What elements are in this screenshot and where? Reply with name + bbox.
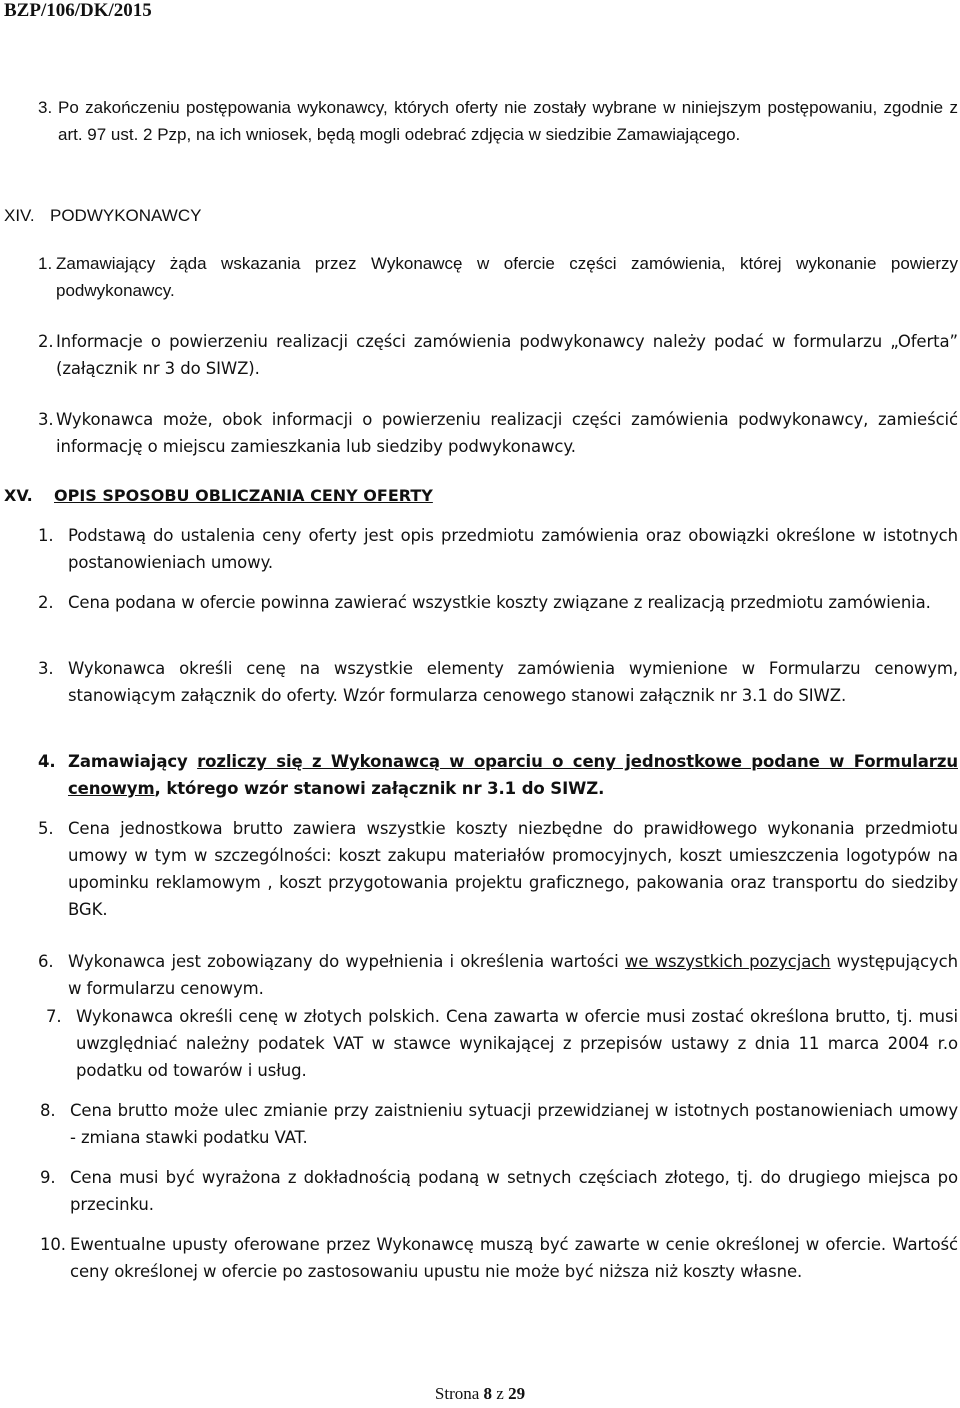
section-title: PODWYKONAWCY <box>50 206 202 225</box>
page-footer <box>0 1384 960 1404</box>
list-item <box>38 948 958 1002</box>
list-item <box>38 94 958 148</box>
list-item <box>38 406 958 460</box>
list-item <box>38 655 958 709</box>
page-total: 29 <box>508 1384 526 1403</box>
item-text: Wykonawca jest zobowiązany do wypełnienia i określenia wartości we wszystkich pozycjach występujących w formularzu cenowym. <box>68 952 958 998</box>
list-item <box>38 250 958 304</box>
item-text: Wykonawca określi cenę na wszystkie elementy zamówienia wymienione w Formularzu cenowym, stanowiącym załącznik do oferty. Wzór formularza cenowego stanowi załącznik nr 3.1 do SIWZ. <box>68 659 958 705</box>
item-text: Zamawiający żąda wskazania przez Wykonawcę w ofercie części zamówienia, której wykonanie powierzy podwykonawcy. <box>56 254 958 300</box>
document-id: BZP/106/DK/2015 <box>4 0 152 21</box>
item-number: 1. <box>38 526 54 545</box>
item-number: 8. <box>40 1101 56 1120</box>
section-number: XV. <box>4 486 33 505</box>
item-number: 3. <box>38 98 53 117</box>
list-item <box>38 328 958 382</box>
item-text: Ewentualne upusty oferowane przez Wykonawcę muszą być zawarte w cenie określonej w ofercie. Wartość ceny określonej w ofercie po zastosowaniu upustu nie może być niższa niż koszty własne. <box>70 1235 958 1281</box>
item-text: Cena brutto może ulec zmianie przy zaistnieniu sytuacji przewidzianej w istotnych postanowieniach umowy - zmiana stawki podatku VAT. <box>70 1101 958 1147</box>
item-text: Cena podana w ofercie powinna zawierać wszystkie koszty związane z realizacją przedmiotu zamówienia. <box>68 593 931 612</box>
item-number: 1. <box>38 254 53 273</box>
item-text: Cena jednostkowa brutto zawiera wszystkie koszty niezbędne do prawidłowego wykonania przedmiotu umowy w tym w szczególności: koszt zakupu materiałów promocyjnych, koszt umieszczenia logotypów na upominku reklamowym , koszt przygotowania projektu graficznego, pakowania oraz transportu do siedziby BGK. <box>68 819 958 919</box>
item-number: 3. <box>38 410 54 429</box>
item-text: Zamawiający rozliczy się z Wykonawcą w oparciu o ceny jednostkowe podane w Formularzu cenowym, którego wzór stanowi załącznik nr 3.1 do SIWZ. <box>68 752 958 798</box>
list-item <box>38 1164 958 1218</box>
item-number: 9. <box>40 1168 56 1187</box>
item-text: Cena musi być wyrażona z dokładnością podaną w setnych częściach złotego, tj. do drugiego miejsca po przecinku. <box>70 1168 958 1214</box>
item-number: 2. <box>38 593 54 612</box>
item-number: 10. <box>40 1235 66 1254</box>
section-title: OPIS SPOSOBU OBLICZANIA CENY OFERTY <box>54 486 433 505</box>
item-text: Po zakończeniu postępowania wykonawcy, których oferty nie zostały wybrane w niniejszym postępowaniu, zgodnie z art. 97 ust. 2 Pzp, na ich wniosek, będą mogli odebrać zdjęcia w siedzibie Zamawiającego. <box>58 98 958 144</box>
list-item <box>38 522 958 576</box>
list-item <box>38 748 958 802</box>
item-text: Podstawą do ustalenia ceny oferty jest opis przedmiotu zamówienia oraz obowiązki określone w istotnych postanowieniach umowy. <box>68 526 958 572</box>
item-number: 2. <box>38 332 54 351</box>
item-number: 7. <box>46 1007 62 1026</box>
page-label: Strona <box>434 1384 480 1403</box>
list-item <box>38 1231 958 1285</box>
section-heading-xv <box>4 482 433 509</box>
item-number: 6. <box>38 952 54 971</box>
list-item <box>38 1003 958 1084</box>
item-number: 3. <box>38 659 54 678</box>
item-text: Wykonawca może, obok informacji o powierzeniu realizacji części zamówienia podwykonawcy, zamieścić informację o miejscu zamieszkania lub siedziby podwykonawcy. <box>56 410 958 456</box>
page-number: 8 <box>483 1384 493 1403</box>
item-text: Informacje o powierzeniu realizacji części zamówienia podwykonawcy należy podać w formularzu „Oferta” (załącznik nr 3 do SIWZ). <box>56 332 958 378</box>
section-heading-xiv <box>4 202 201 229</box>
page-separator: z <box>496 1384 504 1403</box>
list-item <box>38 815 958 923</box>
list-item <box>38 1097 958 1151</box>
list-item <box>38 589 958 616</box>
item-number: 5. <box>38 819 54 838</box>
section-number: XIV. <box>4 206 35 225</box>
item-number: 4. <box>38 752 56 771</box>
item-text: Wykonawca określi cenę w złotych polskich. Cena zawarta w ofercie musi zostać określona brutto, tj. musi uwzględniać należny podatek VAT w stawce wynikającej z przepisów ustawy z dnia 11 marca 2004 r.o podatku od towarów i usług. <box>76 1007 958 1080</box>
